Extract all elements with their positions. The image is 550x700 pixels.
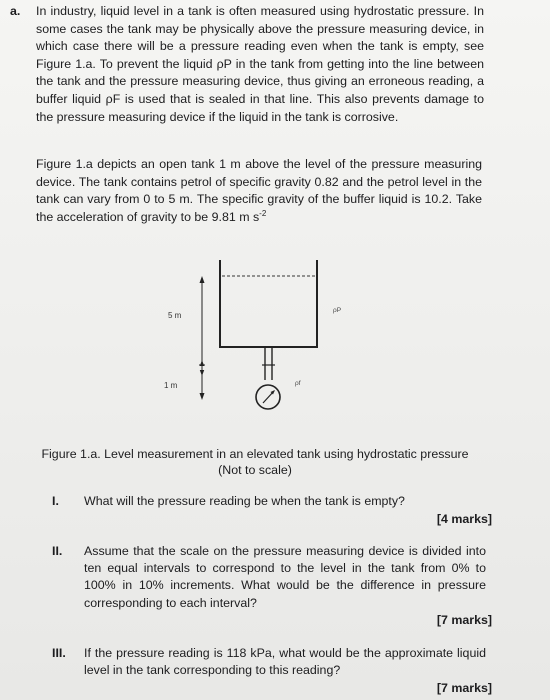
- part-iii-text: If the pressure reading is 118 kPa, what would be the approximate liquid level in the tank corresponding to this reading?: [84, 646, 486, 678]
- label-rho-p: ρP: [333, 307, 342, 314]
- caption-line-1: Figure 1.a. Level measurement in an elevated tank using hydrostatic pressure: [41, 447, 469, 461]
- intro-text: In industry, liquid level in a tank is often measured using hydrostatic pressure. In some cases the tank may be physically above the pressure measuring device, in which case there will be a pressure reading even when the tank is empty, see Figure 1.a. To prevent the liquid ρP in the tank from getting into the line between the tank and the pressure measuring device, thus giving an erroneous reading, a buffer liquid ρF is used that is sealed in that line. This also prevents damage to the pressure measuring device if the liquid in the tank is corrosive.: [36, 4, 484, 124]
- caption-line-2: (Not to scale): [218, 463, 292, 477]
- part-iii-marks: [7 marks]: [436, 681, 492, 695]
- label-rho-f: ρf: [295, 380, 301, 387]
- part-i-text: What will the pressure reading be when the tank is empty?: [84, 494, 405, 508]
- part-ii-marks: [7 marks]: [436, 613, 492, 627]
- setup-text: Figure 1.a depicts an open tank 1 m above the level of the pressure measuring device. The tank contains petrol of specific gravity 0.82 and the petrol level in the tank can vary from 0 to 5 m. The specific gravity of the buffer liquid is 10.2. Take the acceleration of gravity to be 9.81 m s: [36, 157, 482, 224]
- arrow-bottom: [200, 393, 205, 400]
- label-5m: 5 m: [168, 311, 182, 320]
- part-ii-text: Assume that the scale on the pressure measuring device is divided into ten equal intervals to correspond to the level in the tank from 0% to 100% in 10% increments. What would be the difference in pressure corresponding to each interval?: [84, 544, 486, 610]
- tank-outline: [220, 260, 317, 347]
- part-ii-number: II.: [52, 544, 63, 558]
- intro-paragraph: [10, 3, 484, 126]
- part-iii-number: III.: [52, 646, 66, 660]
- part-i: [52, 493, 492, 533]
- arrow-mid-up: [200, 360, 204, 366]
- part-i-number: I.: [52, 494, 59, 508]
- tank-diagram: [150, 252, 360, 422]
- part-ii: [52, 543, 492, 633]
- part-iii: [52, 645, 492, 697]
- setup-paragraph: [36, 156, 482, 226]
- arrow-top: [200, 276, 205, 283]
- figure-caption: [20, 446, 490, 478]
- label-1m: 1 m: [164, 381, 178, 390]
- part-i-marks: [4 marks]: [436, 512, 492, 526]
- setup-superscript: -2: [259, 208, 267, 218]
- question-label: a.: [10, 4, 21, 18]
- arrow-mid-down: [200, 370, 204, 376]
